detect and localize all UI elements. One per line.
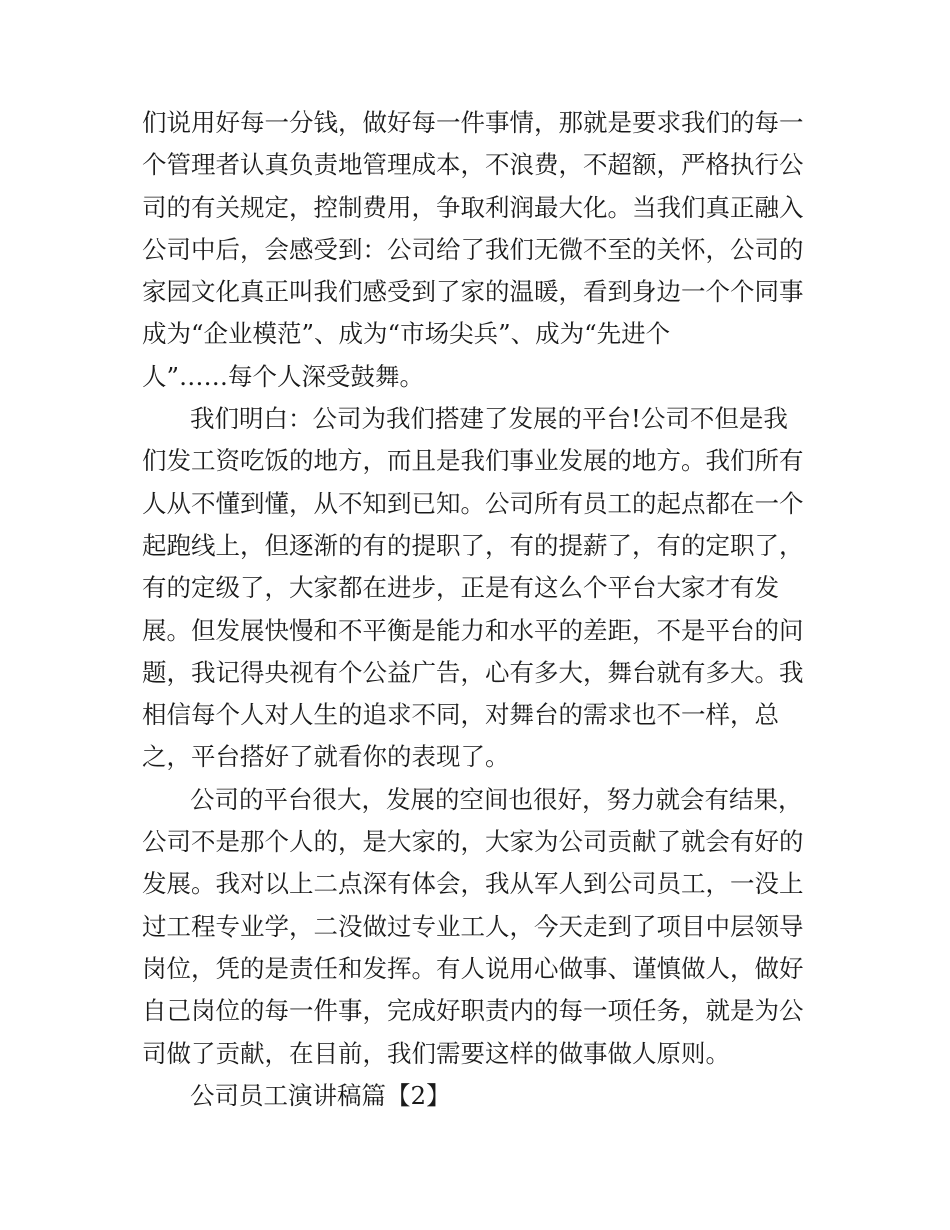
text-line: 个管理者认真负责地管理成本，不浪费，不超额，严格执行公 xyxy=(142,150,804,180)
text-line: 发展。我对以上二点深有体会，我从军人到公司员工，一没上 xyxy=(142,869,804,899)
text-line: 相信每个人对人生的追求不同，对舞台的需求也不一样，总 xyxy=(142,700,779,730)
text-line: 成为“企业模范”、成为“市场尖兵”、成为“先进个 xyxy=(142,319,671,349)
text-line: 们发工资吃饭的地方，而且是我们事业发展的地方。我们所有 xyxy=(142,446,804,476)
text-line: 有的定级了，大家都在进步，正是有这么个平台大家才有发 xyxy=(142,573,779,603)
text-line: 过工程专业学，二没做过专业工人，今天走到了项目中层领导 xyxy=(142,911,804,941)
text-line: 展。但发展快慢和不平衡是能力和水平的差距，不是平台的问 xyxy=(142,615,804,645)
text-line: 人从不懂到懂，从不知到已知。公司所有员工的起点都在一个 xyxy=(142,488,804,518)
document-body xyxy=(142,102,814,1117)
text-line: 们说用好每一分钱，做好每一件事情，那就是要求我们的每一 xyxy=(142,108,804,137)
text-line: 自己岗位的每一件事，完成好职责内的每一项任务，就是为公 xyxy=(142,996,804,1026)
paragraph-start-line: 公司的平台很大，发展的空间也很好，努力就会有结果， xyxy=(190,784,803,814)
text-line: 公司中后，会感受到：公司给了我们无微不至的关怀，公司的 xyxy=(142,234,804,264)
text-line: 之，平台搭好了就看你的表现了。 xyxy=(142,742,510,772)
text-line: 人”……每个人深受鼓舞。 xyxy=(142,361,425,391)
text-line: 起跑线上，但逐渐的有的提职了，有的提薪了，有的定职了， xyxy=(142,530,804,560)
text-line: 司做了贡献，在目前，我们需要这样的做事做人原则。 xyxy=(142,1038,730,1068)
paragraph-start-line: 我们明白：公司为我们搭建了发展的平台!公司不但是我 xyxy=(190,404,788,434)
text-line: 岗位，凭的是责任和发挥。有人说用心做事、谨慎做人，做好 xyxy=(142,953,804,983)
text-line: 公司不是那个人的，是大家的，大家为公司贡献了就会有好的 xyxy=(142,827,804,857)
section-heading: 公司员工演讲稿篇【2】 xyxy=(190,1080,451,1110)
text-line: 题，我记得央视有个公益广告，心有多大，舞台就有多大。我 xyxy=(142,657,804,687)
text-line: 司的有关规定，控制费用，争取利润最大化。当我们真正融入 xyxy=(142,192,804,222)
text-line: 家园文化真正叫我们感受到了家的温暖，看到身边一个个同事 xyxy=(142,277,804,307)
